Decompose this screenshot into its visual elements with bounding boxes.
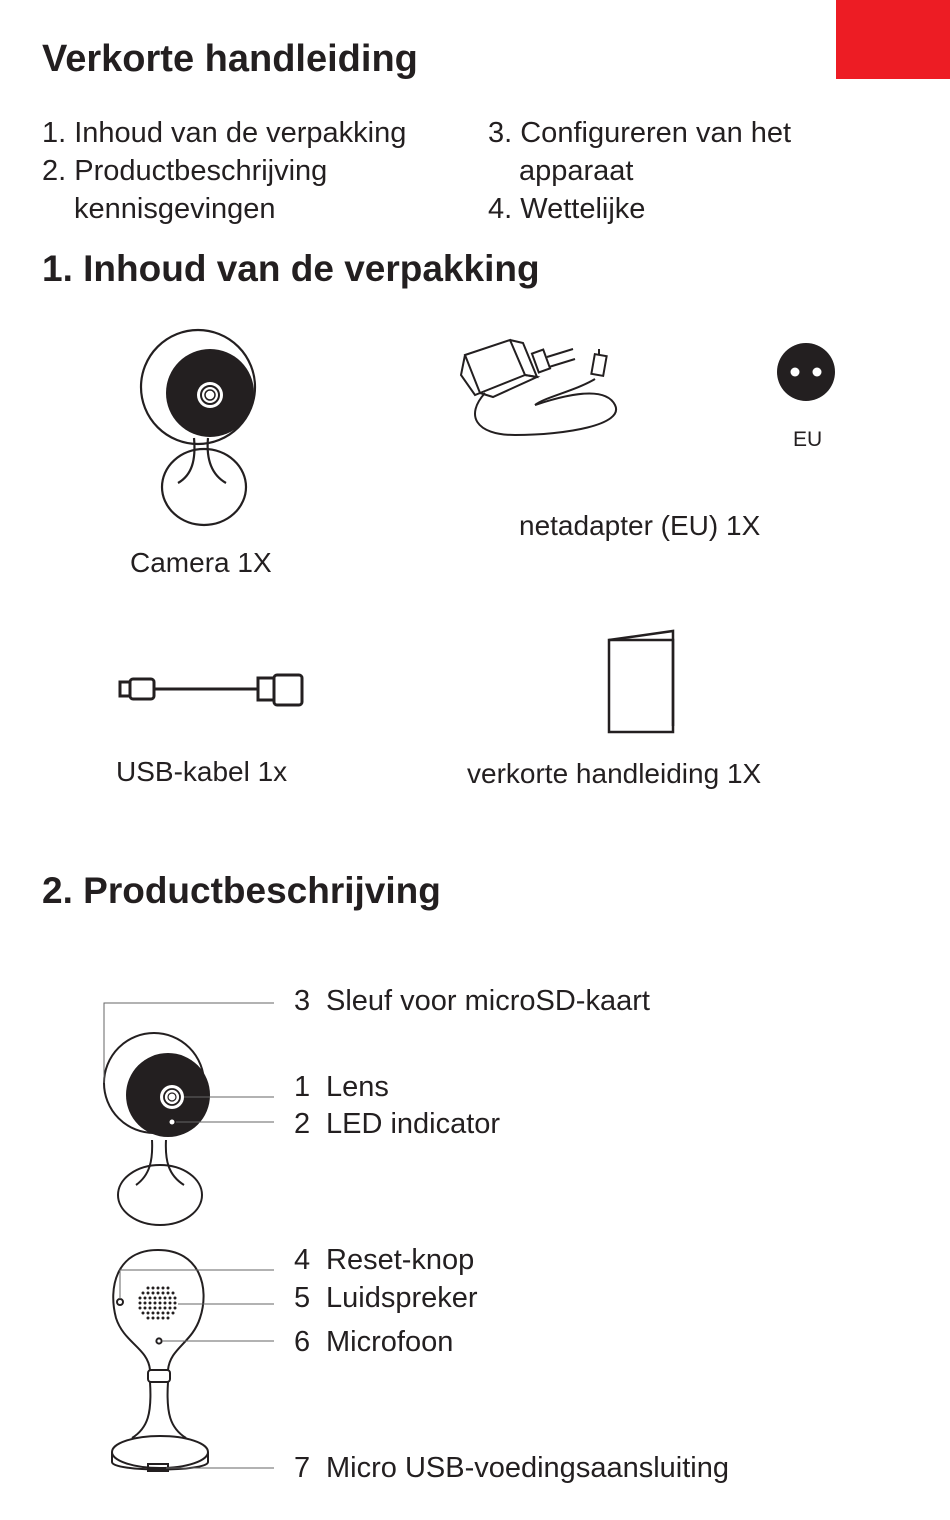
part-name: Sleuf voor microSD-kaart	[326, 985, 650, 1017]
booklet-illustration	[605, 628, 680, 738]
camera-illustration	[130, 325, 270, 535]
camera-front-diagram	[96, 995, 286, 1230]
camera-back-diagram	[96, 1248, 286, 1480]
toc-item-2: 2. Productbeschrijving	[42, 155, 328, 187]
part-number: 1	[294, 1071, 311, 1103]
part-number: 2	[294, 1108, 311, 1140]
part-name: Luidspreker	[326, 1282, 478, 1314]
section-2-heading: 2. Productbeschrijving	[42, 870, 441, 911]
toc-item-1: 1. Inhoud van de verpakking	[42, 117, 407, 149]
part-number: 4	[294, 1244, 311, 1276]
toc-item-3: 3. Configureren van het	[488, 117, 792, 149]
part-number: 7	[294, 1452, 311, 1484]
usb-caption: USB-kabel 1x	[116, 756, 288, 787]
part-name: Micro USB-voedingsaansluiting	[326, 1452, 729, 1484]
toc-item-3-cont: apparaat	[519, 155, 634, 187]
toc-item-4: 4. Wettelijke	[488, 193, 646, 225]
section-1-heading: 1. Inhoud van de verpakking	[42, 248, 540, 289]
part-label-reset	[294, 1244, 474, 1277]
toc-column-1	[42, 114, 406, 228]
part-name: Reset-knop	[326, 1244, 475, 1276]
part-name: Microfoon	[326, 1326, 454, 1358]
part-label-lens	[294, 1071, 389, 1104]
part-name: LED indicator	[326, 1108, 501, 1140]
part-label-usb-power	[294, 1452, 729, 1485]
part-name: Lens	[326, 1071, 389, 1103]
part-label-led	[294, 1108, 500, 1141]
guide-caption: verkorte handleiding 1X	[467, 758, 762, 789]
part-label-speaker	[294, 1282, 478, 1315]
eu-plug-icon	[776, 342, 836, 402]
part-label-microsd	[294, 985, 650, 1018]
page-title: Verkorte handleiding	[42, 38, 418, 80]
part-number: 6	[294, 1326, 311, 1358]
plug-type-label: EU	[793, 428, 823, 451]
adapter-caption: netadapter (EU) 1X	[519, 510, 761, 541]
accent-tab	[836, 0, 950, 79]
part-number: 3	[294, 985, 311, 1017]
toc-column-2	[488, 114, 791, 228]
part-label-microphone	[294, 1326, 453, 1359]
part-number: 5	[294, 1282, 311, 1314]
speaker-grille-dots	[139, 1287, 177, 1320]
usb-cable-illustration	[118, 672, 308, 710]
toc-item-2-cont: kennisgevingen	[74, 193, 276, 225]
camera-caption: Camera 1X	[130, 547, 272, 578]
power-adapter-illustration	[455, 335, 630, 445]
